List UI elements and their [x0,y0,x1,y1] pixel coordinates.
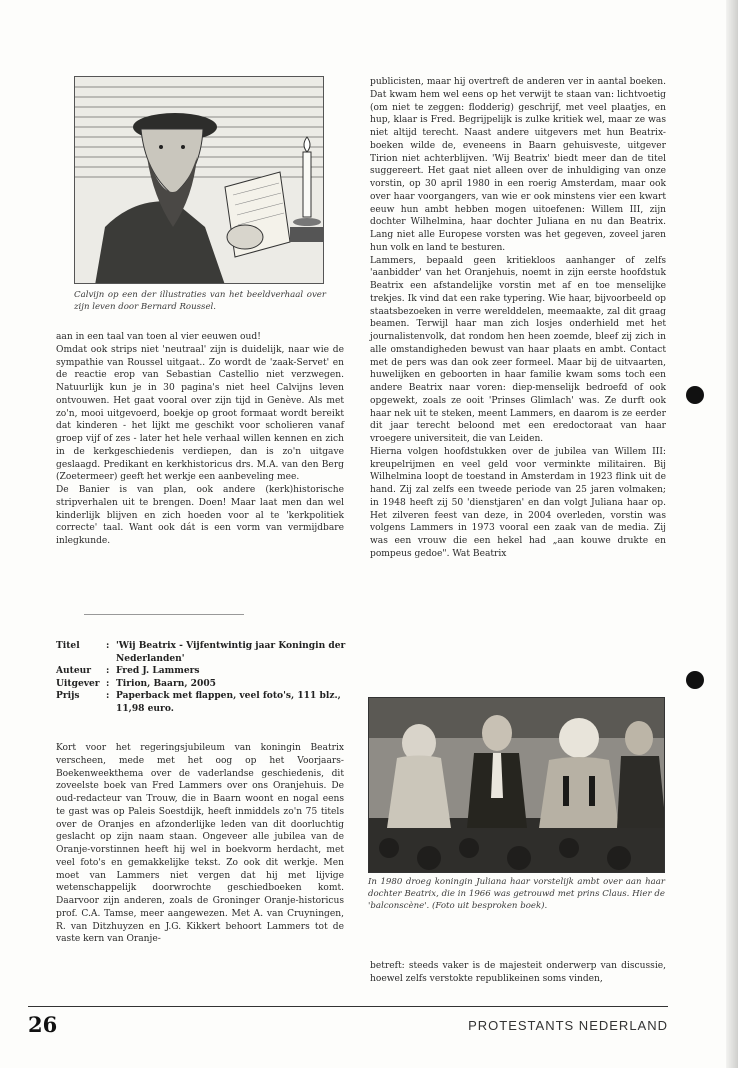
info-label: Prijs [56,690,80,702]
balcony-scene [369,698,665,873]
paragraph: Omdat ook strips niet 'neutraal' zijn is duidelijk, naar wie de sympathie van Roussel uitgaat.. Zo wordt de 'zaak-Servet' en de reactie erop van Sebastian Castellio niet verzwegen. Natuurlijk kun je in 30 pagina's niet heel Calvijns leven ontvouwen. Het gaat vooral over zijn tijd in Genève. Als met zo'n, mooi uitgevoerd, boekje op groot formaat wordt bereikt dat kinderen - het lijkt me geschikt voor scholieren vanaf groep vijf of zes - later het hele verhaal willen kennen en zich in de kerkgeschiedenis verdiepen, dan is zo'n uitgave geslaagd. Predikant en kerkhistoricus drs. M.A. van den Berg (Zoetermeer) geeft het werkje een aanbeveling mee. [56,344,344,483]
book-info [56,640,346,716]
info-colon: : [106,690,110,702]
info-value: Tirion, Baarn, 2005 [116,677,216,689]
magazine-name: PROTESTANTS NEDERLAND [468,1018,668,1033]
info-label: Uitgever [56,677,100,689]
page-number: 26 [28,1012,58,1037]
paragraph: Lammers, bepaald geen kritiekloos aanhanger of zelfs 'aanbidder' van het Oranjehuis, noemt in zijn eerste hoofdstuk Beatrix een afstandelijke vorstin met af en toe menselijke trekjes. Ik vind dat een rake typering. Wie haar, bijvoorbeeld op staatsbezoeken in verre werelddelen, meemaakte, zal dit graag beamen. Terwijl haar man zich losjes onderhield met het journalistenvolk, dat rondom hen heen zoemde, bleef zij zich in alle omstandigheden bewust van haar plaats en ambt. Contact met de pers was dan ook zeer formeel. Maar bij de uitvaarten, huwelijken en geboorten in haar familie kwam soms toch een andere Beatrix naar voren: diep-menselijk bedroefd of ook opgewekt, zoals ze ooit 'Prinses Glimlach' was. Ze durft ook haar nek uit te steken, meent Lammers, en daarom is ze eerder dit jaar terecht beloond met een eredoctoraat van haar vroegere universiteit, die van Leiden. [370,255,666,444]
calvin-illustration [74,76,324,284]
info-row-price [56,690,346,715]
footer-rule [28,1006,668,1007]
info-value: Paperback met flappen, veel foto's, 111 blz., 11,98 euro. [116,690,341,714]
balcony-photo [368,697,665,873]
right-column [370,76,666,561]
info-label: Auteur [56,665,92,677]
paragraph: Hierna volgen hoofdstukken over de jubilea van Willem III: kreupelrijmen en veel geld voor verminkte militairen. Bij Wilhelmina loopt de toestand in Amsterdam in 1923 flink uit de hand. Zij zal zelfs een tweede periode van 25 jaren volmaken; in 1948 heeft zij 50 'dienstjaren' en dan volgt Juliana haar op. Het zilveren feest van deze, in 2004 overleden, vorstin was volgens Lammers in 1973 vooral een zaak van de media. Zij was een vrouw die een hekel had „aan kouwe drukte en pompeus gedoe". Wat Beatrix [370,446,666,559]
info-value: 'Wij Beatrix - Vijfentwintig jaar Koningin der Nederlanden' [116,640,346,664]
calvin-drawing [75,77,324,284]
info-colon: : [106,640,110,651]
figure1-caption: Calvijn op een der illustraties van het beeldverhaal over zijn leven door Bernard Roussel. [74,290,326,312]
info-row-publisher [56,678,346,691]
paragraph: De Banier is van plan, ook andere (kerk)historische stripverhalen uit te brengen. Doen! Maar laat men dan wel kinderlijk blijven en zich hoeden voor al te 'kerkpolitiek correcte' taal. Want ook dát is een vorm van vermijdbare inlegkunde. [56,485,344,546]
section-divider [84,614,244,615]
info-row-title [56,640,346,665]
info-colon: : [106,665,110,677]
paragraph: aan in een taal van toen al vier eeuwen oud! [56,332,261,342]
binder-hole [686,386,704,404]
binder-hole [686,671,704,689]
paragraph: betreft: steeds vaker is de majesteit onderwerp van discussie, hoewel zelfs verstokte republikeinen soms vinden, [370,961,666,984]
figure2-caption: In 1980 droeg koningin Juliana haar vorstelijk ambt over aan haar dochter Beatrix, die in 1966 was getrouwd met prins Claus. Hier de 'balconscène'. (Foto uit besproken boek). [368,877,665,911]
paragraph: Kort voor het regeringsjubileum van koningin Beatrix verscheen, mede met het oog op het Voorjaars-Boekenweekthema over de vaderlandse geschiedenis, dit zoveelste boek van Fred Lammers over ons Oranjehuis. De oud-redacteur van Trouw, die in Baarn woont en nogal eens te gast was op Paleis Soestdijk, heeft inmiddels zo'n 75 titels over de Oranjes en afzonderlijke leden van dit doorluchtig geslacht op zijn naam staan. Ongeveer alle jubilea van de Oranje-vorstinnen heeft hij wel in boekvorm herdacht, met veel foto's en gemakkelijke tekst. Zo ook dit werkje. Men moet van Lammers niet vergen dat hij met lijvige wetenschappelijk doorwrochte geschiedboeken komt. Daarvoor zijn anderen, zoals de Groninger Oranje-historicus prof. C.A. Tamse, meer aangewezen. Met A. van Cruyningen, R. van Ditzhuyzen en J.G. Kikkert behoort Lammers tot de vaste kern van Oranje- [56,743,344,945]
left-column-lower [56,742,344,946]
info-colon: : [106,677,110,689]
page-edge-shadow [726,0,738,1068]
info-value: Fred J. Lammers [116,665,200,677]
right-column-continuation [370,960,666,986]
left-column-upper [56,331,344,548]
paragraph: publicisten, maar hij overtreft de anderen ver in aantal boeken. Dat kwam hem wel eens op het verwijt te staan van: lichtvoetig (om niet te zeggen: flodderig) geschrijf, met veel plaatjes, en hup, klaar is Fred. Begrijpelijk is zulke kritiek wel, maar ze was niet altijd terecht. Naast andere uitgevers met hun Beatrix-boeken wilde de, eveneens in Baarn gehuisveste, uitgever Tirion niet achterblijven. 'Wij Beatrix' biedt meer dan de titel suggereert. Het gaat niet alleen over de inhuldiging van onze vorstin, op 30 april 1980 in een roerig Amsterdam, maar ook over haar voorgangers, van wie er ook minstens vier een kwart eeuw hun ambt hebben mogen uitoefenen: Willem III, zijn dochter Wilhelmina, haar dochter Juliana en nu dan Beatrix. Lang niet alle Europese vorsten was het gegeven, zoveel jaren hun volk en land te besturen. [370,77,666,253]
info-label: Titel [56,640,80,651]
info-row-author [56,665,346,678]
